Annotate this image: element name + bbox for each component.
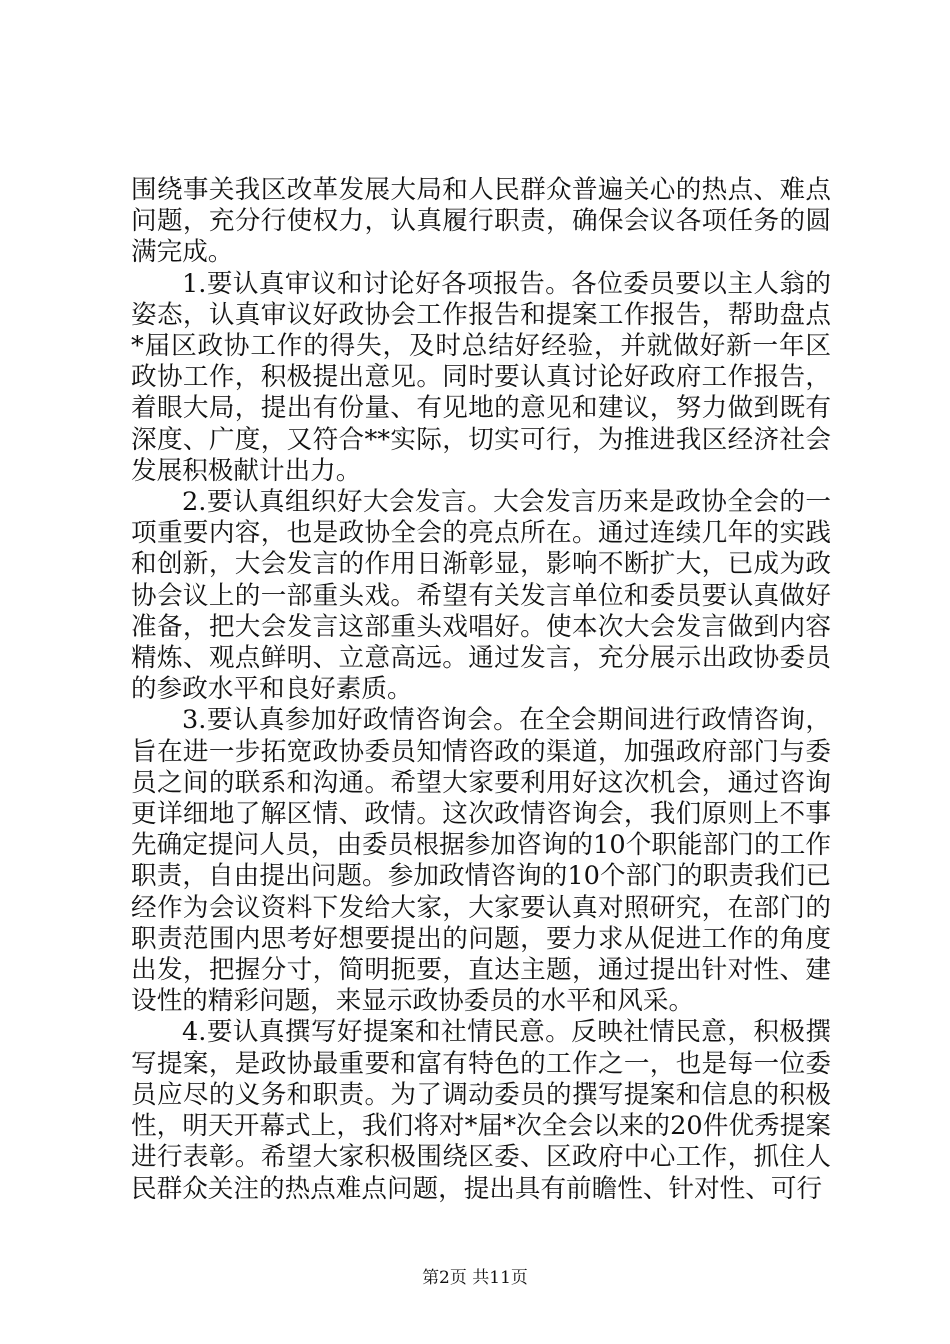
- paragraph-continuation: 围绕事关我区改革发展大局和人民群众普遍关心的热点、难点问题，充分行使权力，认真履行职责，确保会议各项任务的圆满完成。: [131, 175, 831, 268]
- paragraph-item-4: 4.要认真撰写好提案和社情民意。反映社情民意，积极撰写提案，是政协最重要和富有特色的工作之一，也是每一位委员应尽的义务和职责。为了调动委员的撰写提案和信息的积极性，明天开幕式上，我们将对*届*次全会以来的20件优秀提案进行表彰。希望大家积极围绕区委、区政府中心工作，抓住人民群众关注的热点难点问题，提出具有前瞻性、针对性、可行: [131, 1017, 831, 1204]
- document-body: [131, 175, 831, 1205]
- page-number-footer: 第2页 共11页: [422, 1268, 528, 1288]
- paragraph-item-2: 2.要认真组织好大会发言。大会发言历来是政协全会的一项重要内容，也是政协全会的亮点所在。通过连续几年的实践和创新，大会发言的作用日渐彰显，影响不断扩大，已成为政协会议上的一部重头戏。希望有关发言单位和委员要认真做好准备，把大会发言这部重头戏唱好。使本次大会发言做到内容精炼、观点鲜明、立意高远。通过发言，充分展示出政协委员的参政水平和良好素质。: [131, 487, 831, 705]
- paragraph-item-1: 1.要认真审议和讨论好各项报告。各位委员要以主人翁的姿态，认真审议好政协会工作报告和提案工作报告，帮助盘点*届区政协工作的得失，及时总结好经验，并就做好新一年区政协工作，积极提出意见。同时要认真讨论好政府工作报告，着眼大局，提出有份量、有见地的意见和建议，努力做到既有深度、广度，又符合**实际，切实可行，为推进我区经济社会发展积极献计出力。: [131, 268, 831, 486]
- paragraph-item-3: 3.要认真参加好政情咨询会。在全会期间进行政情咨询，旨在进一步拓宽政协委员知情咨政的渠道，加强政府部门与委员之间的联系和沟通。希望大家要利用好这次机会，通过咨询更详细地了解区情、政情。这次政情咨询会，我们原则上不事先确定提问人员，由委员根据参加咨询的10个职能部门的工作职责，自由提出问题。参加政情咨询的10个部门的职责我们已经作为会议资料下发给大家，大家要认真对照研究，在部门的职责范围内思考好想要提出的问题，要力求从促进工作的角度出发，把握分寸，简明扼要，直达主题，通过提出针对性、建设性的精彩问题，来显示政协委员的水平和风采。: [131, 705, 831, 1017]
